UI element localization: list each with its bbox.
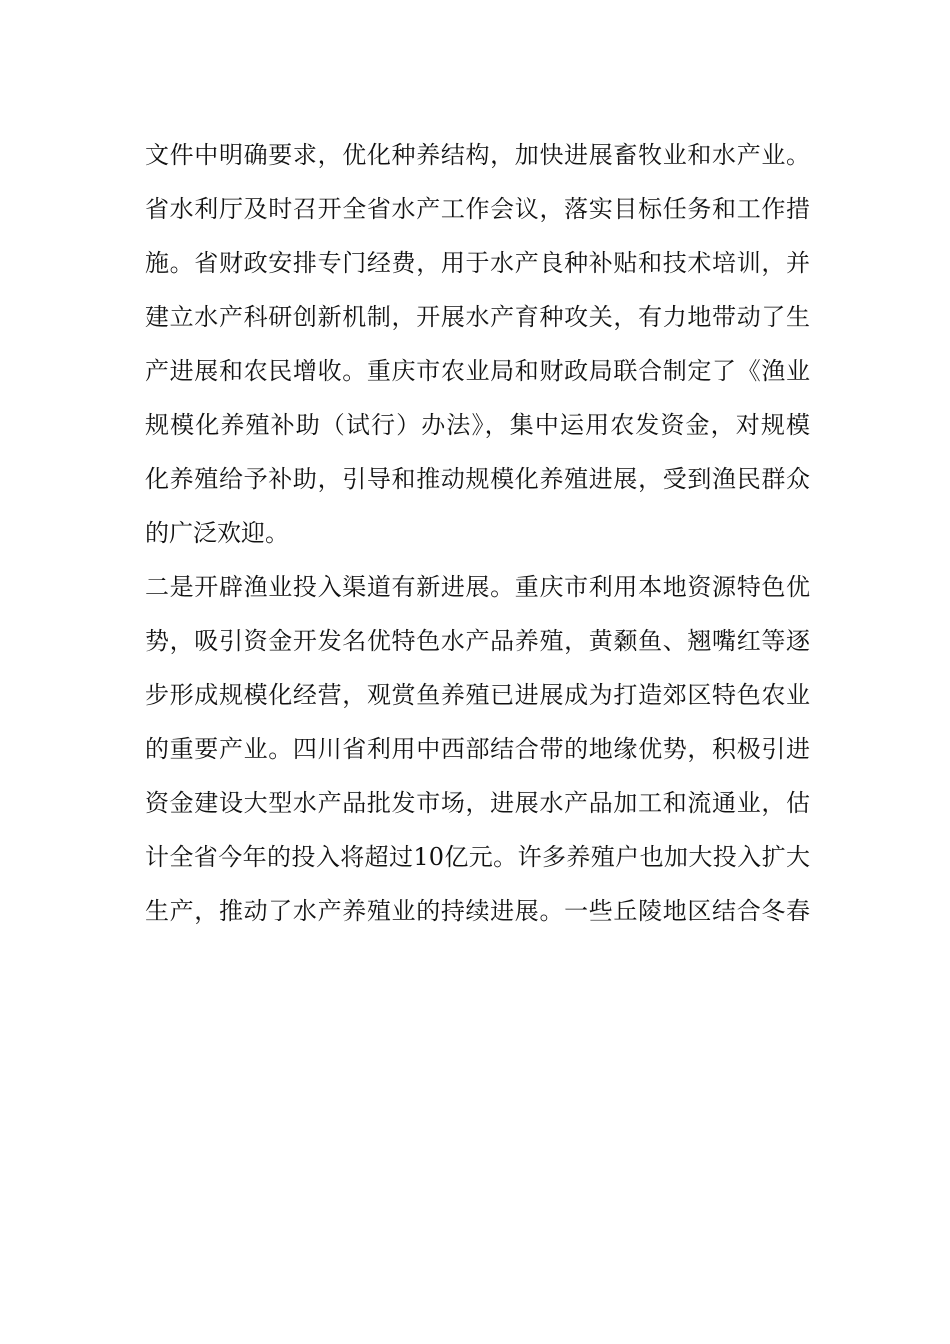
text-line: 二是开辟渔业投入渠道有新进展。重庆市利用本地资源特色优 <box>145 573 810 601</box>
text-line: 规模化养殖补助（试行）办法》，集中运用农发资金，对规模 <box>145 411 810 439</box>
text-line: 文件中明确要求，优化种养结构，加快进展畜牧业和水产业。 <box>145 141 810 169</box>
text-line: 势，吸引资金开发名优特色水产品养殖，黄颡鱼、翘嘴红等逐 <box>145 627 810 655</box>
text-line: 步形成规模化经营，观赏鱼养殖已进展成为打造郊区特色农业 <box>145 681 810 709</box>
document-body <box>145 128 810 938</box>
text-line: 施。省财政安排专门经费，用于水产良种补贴和技术培训，并 <box>145 249 810 277</box>
text-line: 的重要产业。四川省利用中西部结合带的地缘优势，积极引进 <box>145 735 810 763</box>
text-line: 生产，推动了水产养殖业的持续进展。一些丘陵地区结合冬春 <box>145 897 810 925</box>
text-line: 化养殖给予补助，引导和推动规模化养殖进展，受到渔民群众 <box>145 465 810 493</box>
text-line: 产进展和农民增收。重庆市农业局和财政局联合制定了《渔业 <box>145 357 810 385</box>
text-line: 计全省今年的投入将超过10亿元。许多养殖户也加大投入扩大 <box>145 843 810 871</box>
paragraph-end-line: 的广泛欢迎。 <box>145 519 289 547</box>
text-line: 省水利厅及时召开全省水产工作会议，落实目标任务和工作措 <box>145 195 810 223</box>
text-line: 资金建设大型水产品批发市场，进展水产品加工和流通业，估 <box>145 789 810 817</box>
text-line: 建立水产科研创新机制，开展水产育种攻关，有力地带动了生 <box>145 303 810 331</box>
